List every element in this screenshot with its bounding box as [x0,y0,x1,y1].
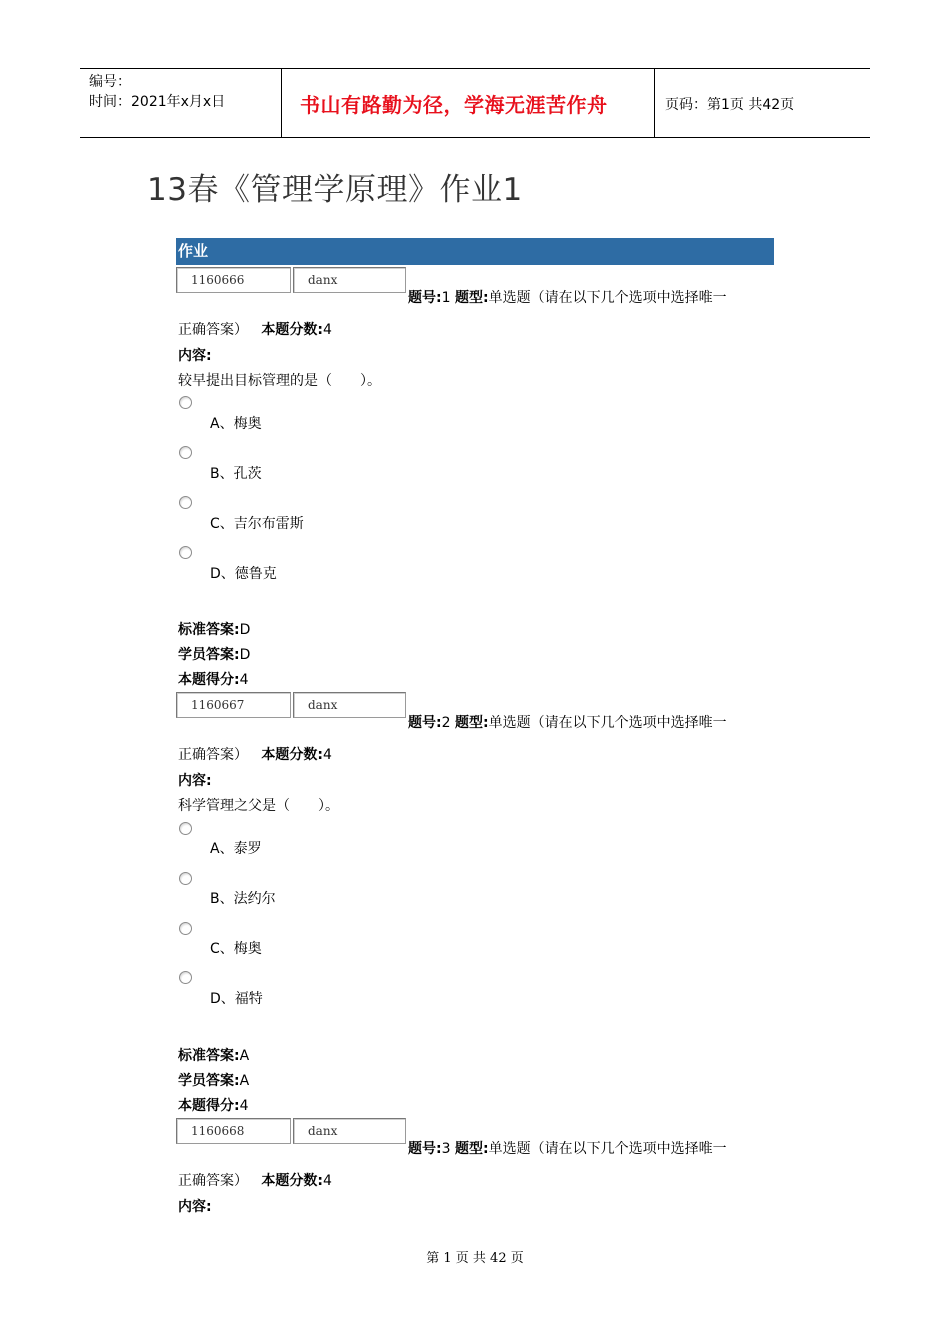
earned-score: 本题得分:4 [178,672,249,688]
question-meta-line2 [178,744,332,764]
question-type: 单选题（请在以下几个选项中选择唯一 [488,290,727,306]
question-type: 单选题（请在以下几个选项中选择唯一 [488,715,727,731]
option-a-radio[interactable] [179,396,192,409]
option-a-label: A、梅奥 [210,416,262,432]
content-label: 内容: [178,773,212,789]
page-footer: 第 1 页 共 42 页 [426,1251,524,1266]
question-score: 4 [322,322,332,338]
question-type-cont: 正确答案） [178,1173,248,1189]
content-label: 内容: [178,1199,212,1215]
earned-score: 本题得分:4 [178,1098,249,1114]
option-c-label: C、梅奥 [210,941,262,957]
score-label: 本题分数: [261,747,323,763]
user-field: danx [293,1118,406,1144]
number-label: 题号: [408,1141,442,1157]
student-answer: 学员答案:D [178,647,251,663]
question-meta-line2 [178,1170,332,1190]
question-number: 2 [441,715,451,731]
header-motto: 书山有路勤为径，学海无涯苦作舟 [300,93,608,117]
question-meta-line [408,712,727,732]
number-label: 题号: [408,290,442,306]
header-divider [281,69,282,137]
option-b-label: B、孔茨 [210,466,262,482]
option-d-label: D、德鲁克 [210,566,277,582]
question-meta-line [408,1138,727,1158]
question-meta-line2 [178,319,332,339]
type-label: 题型: [454,290,489,306]
option-b-radio[interactable] [179,446,192,459]
section-bar: 作业 [176,238,774,265]
question-id-field: 1160668 [176,1118,291,1144]
page-header [80,68,870,138]
option-d-radio[interactable] [179,971,192,984]
number-label: 题号: [408,715,442,731]
option-a-label: A、泰罗 [210,841,262,857]
document-title: 13春《管理学原理》作业1 [147,172,523,208]
question-number: 3 [441,1141,451,1157]
option-d-label: D、福特 [210,991,263,1007]
user-field: danx [293,692,406,718]
user-field: danx [293,267,406,293]
question-type-cont: 正确答案） [178,322,248,338]
option-b-radio[interactable] [179,872,192,885]
option-c-radio[interactable] [179,922,192,935]
question-score: 4 [322,1173,332,1189]
question-id-field: 1160667 [176,692,291,718]
option-b-label: B、法约尔 [210,891,276,907]
standard-answer: 标准答案:D [178,622,251,638]
question-stem: 较早提出目标管理的是（ ）。 [178,373,381,389]
question-number: 1 [441,290,451,306]
student-answer: 学员答案:A [178,1073,250,1089]
question-meta-line [408,287,727,307]
score-label: 本题分数: [261,322,323,338]
type-label: 题型: [454,715,489,731]
question-id-field: 1160666 [176,267,291,293]
question-type: 单选题（请在以下几个选项中选择唯一 [488,1141,727,1157]
option-c-label: C、吉尔布雷斯 [210,516,304,532]
question-stem: 科学管理之父是（ ）。 [178,798,339,814]
question-score: 4 [322,747,332,763]
question-type-cont: 正确答案） [178,747,248,763]
option-a-radio[interactable] [179,822,192,835]
type-label: 题型: [454,1141,489,1157]
option-d-radio[interactable] [179,546,192,559]
content-label: 内容: [178,348,212,364]
option-c-radio[interactable] [179,496,192,509]
standard-answer: 标准答案:A [178,1048,250,1064]
header-divider [654,69,655,137]
score-label: 本题分数: [261,1173,323,1189]
header-number-label: 编号： [89,74,131,90]
header-page-info: 页码：第1页 共42页 [665,97,795,113]
header-time: 时间：2021年x月x日 [89,94,226,110]
